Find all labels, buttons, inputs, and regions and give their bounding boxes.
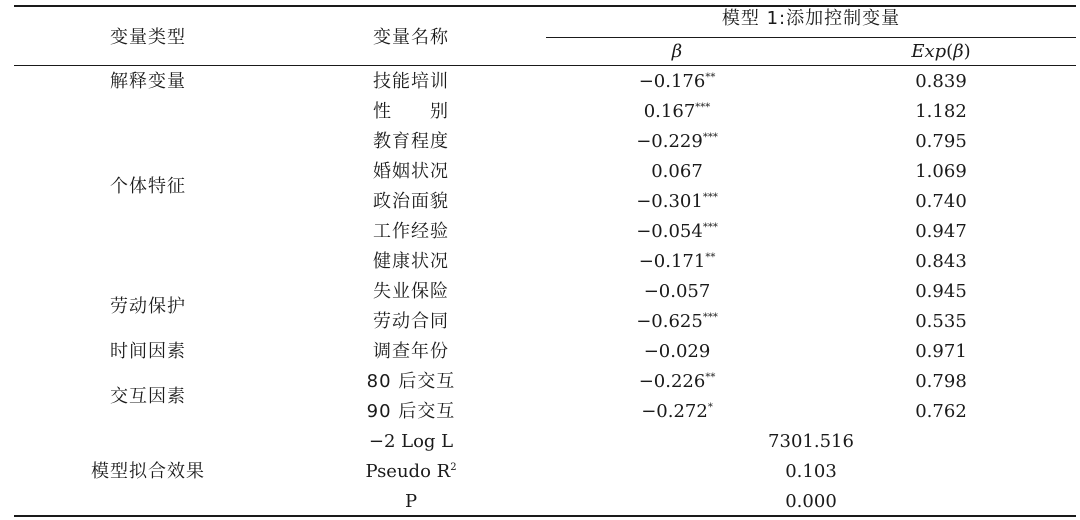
significance-marker: * — [707, 402, 713, 413]
significance-marker: ** — [705, 72, 716, 83]
variable-type-4: 交互因素 — [110, 386, 186, 407]
variable-name-5: 工作经验 — [373, 221, 449, 242]
beta-value-4: −0.301*** — [636, 191, 718, 212]
header-model-title: 模型 1:添加控制变量 — [721, 8, 901, 29]
variable-name-1: 性 别 — [373, 101, 449, 122]
beta-value-1: 0.167*** — [643, 101, 711, 122]
variable-name-11: 90 后交互 — [366, 401, 456, 422]
variable-name-6: 健康状况 — [373, 251, 449, 272]
superscript: 2 — [450, 462, 457, 473]
variable-name-4: 政治面貌 — [373, 191, 449, 212]
header-exp-beta-symbol: β — [953, 41, 964, 62]
variable-name-3: 婚姻状况 — [373, 161, 449, 182]
beta-value-5: −0.054*** — [636, 221, 718, 242]
variable-type-3: 时间因素 — [110, 341, 186, 362]
variable-name-10: 80 后交互 — [366, 371, 456, 392]
header-exp-open: ( — [946, 41, 954, 62]
exp-beta-value-8: 0.535 — [915, 311, 967, 332]
beta-value-9: −0.029 — [643, 341, 711, 362]
header-variable-name: 变量名称 — [373, 27, 449, 48]
beta-value-10: −0.226** — [638, 371, 716, 392]
variable-type-0: 解释变量 — [110, 71, 186, 92]
exp-beta-value-0: 0.839 — [915, 71, 967, 92]
significance-marker: *** — [695, 102, 711, 113]
exp-beta-value-5: 0.947 — [915, 221, 967, 242]
fit-stat-value-0: 7301.516 — [768, 431, 854, 452]
variable-name-0: 技能培训 — [373, 71, 449, 92]
significance-marker: *** — [702, 312, 718, 323]
beta-value-2: −0.229*** — [636, 131, 718, 152]
header-variable-type: 变量类型 — [110, 27, 186, 48]
exp-beta-value-11: 0.762 — [915, 401, 967, 422]
significance-marker: *** — [702, 222, 718, 233]
table-bottom-rule — [14, 515, 1076, 517]
variable-name-7: 失业保险 — [373, 281, 449, 302]
variable-name-2: 教育程度 — [373, 131, 449, 152]
beta-value-3: 0.067 — [651, 161, 703, 182]
exp-beta-value-10: 0.798 — [915, 371, 967, 392]
table-top-rule — [14, 5, 1076, 7]
header-beta: β — [671, 41, 683, 62]
fit-stat-value-2: 0.000 — [785, 491, 837, 512]
header-exp-prefix: Exp — [911, 41, 947, 62]
variable-name-9: 调查年份 — [373, 341, 449, 362]
significance-marker: ** — [705, 372, 716, 383]
fit-stat-value-1: 0.103 — [785, 461, 837, 482]
exp-beta-value-2: 0.795 — [915, 131, 967, 152]
significance-marker: ** — [705, 252, 716, 263]
significance-marker: *** — [702, 192, 718, 203]
exp-beta-value-3: 1.069 — [915, 161, 967, 182]
exp-beta-value-9: 0.971 — [915, 341, 967, 362]
fit-stat-name-0: −2 Log L — [368, 431, 454, 452]
exp-beta-value-6: 0.843 — [915, 251, 967, 272]
significance-marker: *** — [702, 132, 718, 143]
exp-beta-value-1: 1.182 — [915, 101, 967, 122]
exp-beta-value-7: 0.945 — [915, 281, 967, 302]
beta-value-8: −0.625*** — [636, 311, 718, 332]
model-header-rule — [546, 37, 1076, 38]
fit-stat-name-1: Pseudo $R^2$ — [365, 461, 457, 482]
beta-value-11: −0.272* — [641, 401, 713, 422]
variable-type-1: 个体特征 — [110, 176, 186, 197]
beta-value-0: −0.176** — [638, 71, 716, 92]
header-exp-close: ) — [963, 41, 971, 62]
header-exp-beta — [911, 40, 970, 64]
variable-type-2: 劳动保护 — [110, 296, 186, 317]
header-bottom-rule — [14, 65, 1076, 66]
variable-name-8: 劳动合同 — [373, 311, 449, 332]
beta-value-7: −0.057 — [643, 281, 711, 302]
variable-type-5: 模型拟合效果 — [91, 461, 205, 482]
fit-stat-name-2: P — [404, 491, 418, 512]
exp-beta-value-4: 0.740 — [915, 191, 967, 212]
beta-value-6: −0.171** — [638, 251, 716, 272]
